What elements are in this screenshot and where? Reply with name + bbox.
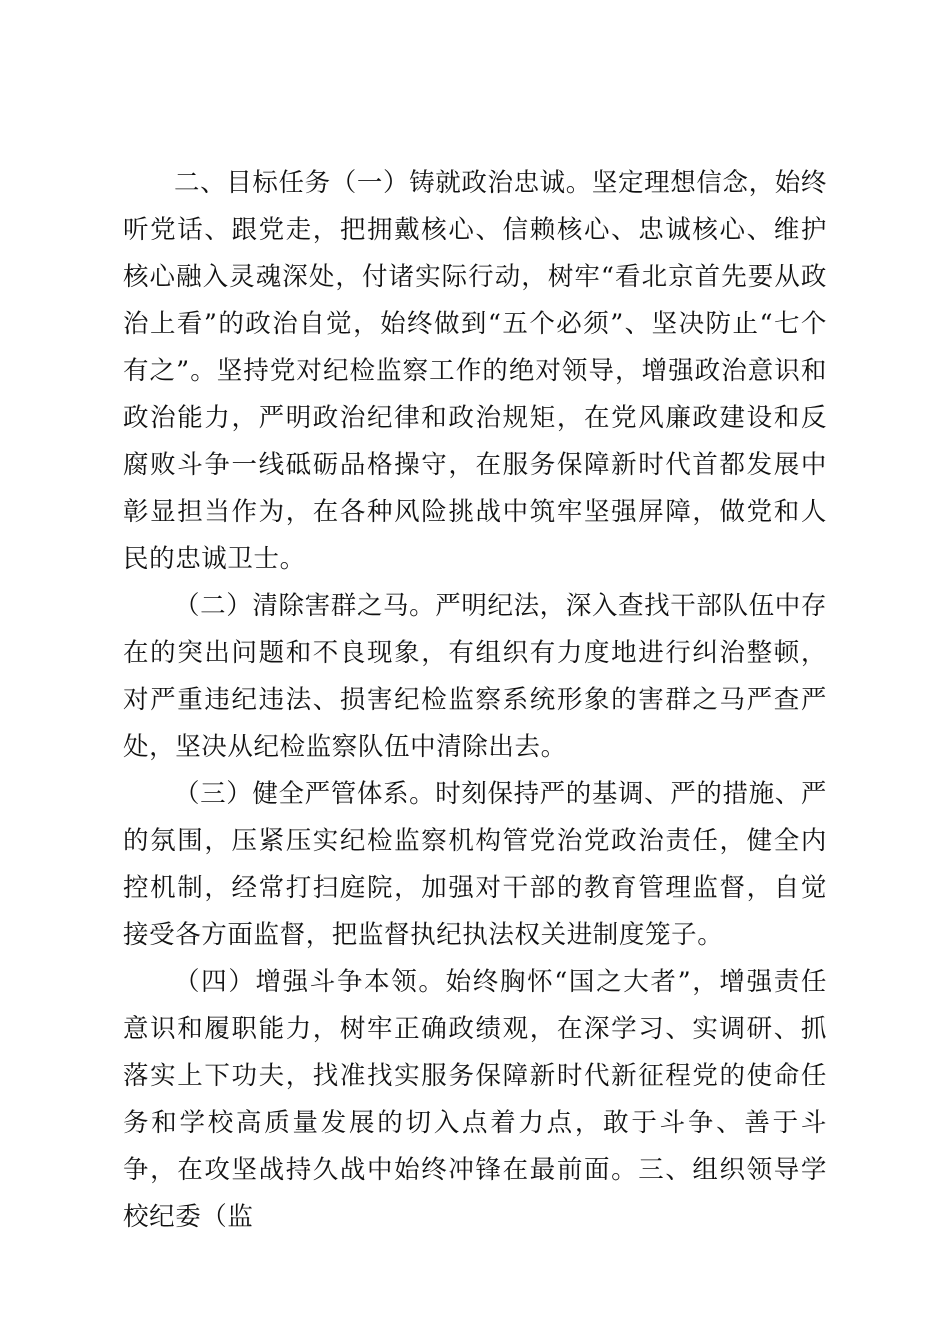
paragraph-goal-political-loyalty: 二、目标任务（一）铸就政治忠诚。坚定理想信念，始终听党话、跟党走，把拥戴核心、信赖核心、忠诚核心、维护核心融入灵魂深处，付诸实际行动，树牢“看北京首先要从政治上看”的政治自觉，始终做到“五个必须”、坚决防止“七个有之”。坚持党对纪检监察工作的绝对领导，增强政治意识和政治能力，严明政治纪律和政治规矩，在党风廉政建设和反腐败斗争一线砥砺品格操守，在服务保障新时代首都发展中彰显担当作为，在各种风险挑战中筑牢坚强屏障，做党和人民的忠诚卫士。 xyxy=(123,168,827,574)
paragraph-struggle-capability: （四）增强斗争本领。始终胸怀“国之大者”，增强责任意识和履职能力，树牢正确政绩观，在深学习、实调研、抓落实上下功夫，找准找实服务保障新时代新征程党的使命任务和学校高质量发展的切入点着力点，敢于斗争、善于斗争，在攻坚战持久战中始终冲锋在最前面。三、组织领导学校纪委（监 xyxy=(123,967,827,1232)
paragraph-strict-management-system: （三）健全严管体系。时刻保持严的基调、严的措施、严的氛围，压紧压实纪检监察机构管党治党政治责任，健全内控机制，经常打扫庭院，加强对干部的教育管理监督，自觉接受各方面监督，把监督执纪执法权关进制度笼子。 xyxy=(123,779,827,950)
paragraph-remove-bad-elements: （二）清除害群之马。严明纪法，深入查找干部队伍中存在的突出问题和不良现象，有组织有力度地进行纠治整顿，对严重违纪违法、损害纪检监察系统形象的害群之马严查严处，坚决从纪检监察队伍中清除出去。 xyxy=(123,591,827,762)
document-body xyxy=(123,160,827,1241)
